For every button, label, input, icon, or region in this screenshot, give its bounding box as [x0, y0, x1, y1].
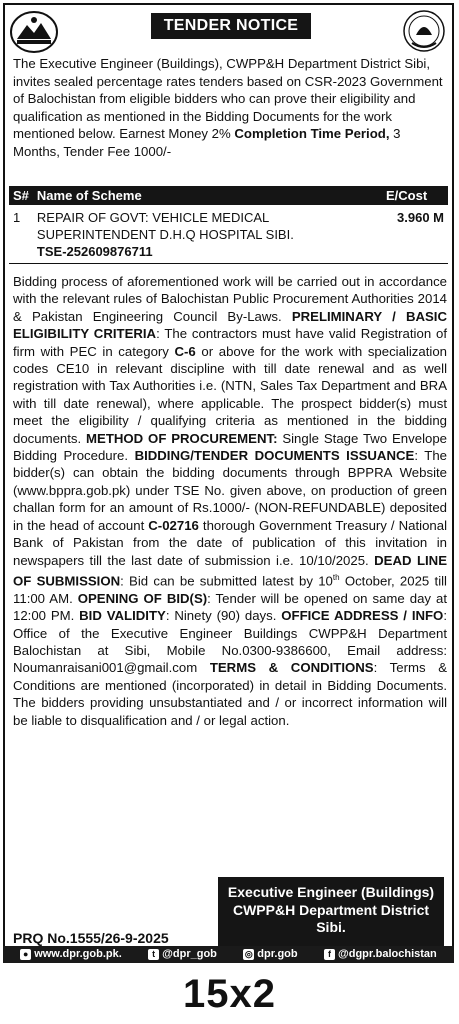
prq-number: PRQ No.1555/26-9-2025: [13, 930, 169, 946]
table-header-row: [9, 186, 448, 205]
social-footer: [3, 946, 454, 963]
notice-header: [5, 5, 452, 57]
row-sn: 1: [9, 205, 33, 264]
tse-number: TSE-252609876711: [36, 244, 153, 259]
tender-notice-frame: [3, 3, 454, 963]
notice-body: Bidding process of aforementioned work will be carried out in accordance with the relevant rules of Balochistan Public Procurement Authorities 2014 & Pakistan Engineering Council By-Laws. PRELIMINARY / BASIC ELIGIBILITY CRITERIA: The contractors must have valid Registration of firm with PEC in category C-6 or above for the work with specialization codes CE10 in relevant discipline with till date renewal and as well registration with Tax Authorities i.e. (NTN, Sales Tax Department and BRA with till date renewal), where applicable. The prospect bidder(s) must meet the eligibility / qualifying criteria as mentioned in the bidding documents. METHOD OF PROCUREMENT: Single Stage Two Envelope Bidding Procedure. BIDDING/TENDER DOCUMENTS ISSUANCE: The bidder(s) can obtain the bidding documents through BPPRA Website (www.bppra.gob.pk) under TSE No. given above, on production of green challan form for an amount of Rs.1000/- (NON-REFUNDABLE) deposited in the head of account C-02716 thorough Government Treasury / National Bank of Pakistan from the date of publication of this invitation in newspapers till the last date of submission i.e. 10/10/2025. DEAD LINE OF SUBMISSION: Bid can be submitted latest by 10th October, 2025 till 11:00 AM. OPENING OF BID(S): Tender will be opened on same day at 12:00 PM. BID VALIDITY: Ninety (90) days. OFFICE ADDRESS / INFO: Office of the Executive Engineer Buildings CWPP&H Department Balochistan at Sibi, Mobile No.0300-9386600, Email address: Noumanraisani001@gmail.com TERMS & CONDITIONS: Terms & Conditions are mentioned (incorporated) in detail in Bidding Documents. The bidders providing unsubstantiated and / or incorrect information will be liable to disqualification and / or legal action.: [13, 274, 448, 728]
signature-line-3: Sibi.: [316, 919, 346, 935]
twitter-icon: t: [148, 949, 159, 960]
ad-size-label: 15x2: [183, 972, 276, 1016]
footer-website[interactable]: ● www.dpr.gob.pk.: [20, 946, 122, 963]
dpr-logo-icon: [9, 9, 59, 55]
signature-block: [218, 877, 444, 947]
signature-line-2: CWPP&H Department District: [232, 901, 430, 918]
signature-line-1: Executive Engineer (Buildings): [227, 884, 435, 900]
page-title: TENDER NOTICE: [151, 13, 311, 39]
footer-facebook[interactable]: f @dgpr.balochistan: [324, 946, 437, 963]
scheme-name: REPAIR OF GOVT: VEHICLE MEDICAL SUPERINTENDENT D.H.Q HOSPITAL SIBI.: [36, 210, 294, 242]
footer-twitter[interactable]: t @dpr_gob: [148, 946, 217, 963]
col-cost-header: E/Cost: [382, 186, 448, 205]
instagram-icon: ◎: [244, 949, 253, 959]
scheme-table: [9, 186, 448, 264]
intro-paragraph: The Executive Engineer (Buildings), CWPP&H Department District Sibi, invites sealed percentage rates tenders based on CSR-2023 Government of Balochistan from eligible bidders who can prove their eligibility and qualification as mentioned in the Bidding Documents for the work mentioned below. Earnest Money 2% Completion Time Period, 3 Months, Tender Fee 1000/-: [13, 56, 443, 159]
table-row: [9, 205, 448, 264]
row-scheme: [33, 205, 382, 264]
col-scheme-header: Name of Scheme: [33, 186, 382, 205]
footer-instagram[interactable]: ◎ dpr.gob: [244, 948, 298, 960]
row-cost: 3.960 M: [382, 205, 448, 264]
globe-icon: ●: [20, 949, 31, 960]
balochistan-seal-icon: [402, 9, 446, 55]
col-sn-header: S#: [9, 186, 33, 205]
facebook-icon: f: [324, 949, 335, 960]
